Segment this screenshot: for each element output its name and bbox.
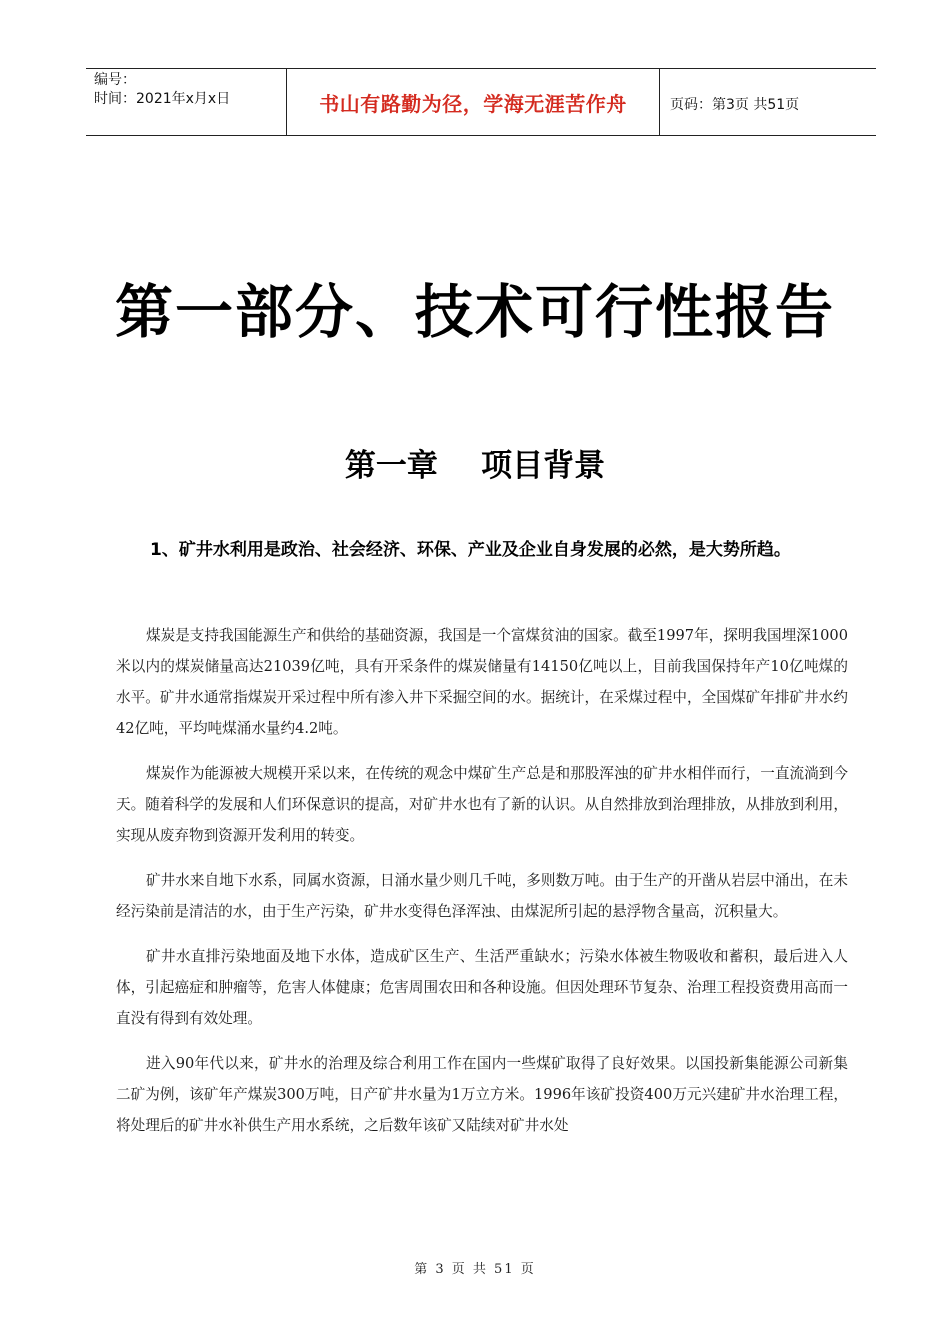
number-label: 编号：	[94, 72, 136, 88]
section-heading: 1、矿井水利用是政治、社会经济、环保、产业及企业自身发展的必然，是大势所趋。	[150, 540, 791, 560]
header-motto: 书山有路勤为径，学海无涯苦作舟	[287, 69, 660, 135]
page-header	[86, 68, 876, 136]
paragraph: 煤炭作为能源被大规模开采以来，在传统的观念中煤矿生产总是和那股浑浊的矿井水相伴而行，一直流淌到今天。随着科学的发展和人们环保意识的提高，对矿井水也有了新的认识。从自然排放到治理排放，从排放到利用，实现从废弃物到资源开发利用的转变。	[116, 765, 848, 844]
paragraph: 矿井水直排污染地面及地下水体，造成矿区生产、生活严重缺水；污染水体被生物吸收和蓄积，最后进入人体，引起癌症和肿瘤等，危害人体健康；危害周围农田和各种设施。但因处理环节复杂、治理工程投资费用高而一直没有得到有效处理。	[116, 948, 848, 1027]
chapter-title: 第一章 项目背景	[344, 448, 606, 484]
part-title: 第一部分、技术可行性报告	[114, 278, 835, 346]
document-body	[116, 620, 848, 1155]
paragraph: 煤炭是支持我国能源生产和供给的基础资源，我国是一个富煤贫油的国家。截至1997年，探明我国埋深1000米以内的煤炭储量高达21039亿吨，具有开采条件的煤炭储量有14150亿吨以上，目前我国保持年产10亿吨煤的水平。矿井水通常指煤炭开采过程中所有渗入井下采掘空间的水。据统计，在采煤过程中，全国煤矿年排矿井水约42亿吨，平均吨煤涌水量约4.2吨。	[116, 627, 848, 737]
paragraph: 矿井水来自地下水系，同属水资源，日涌水量少则几千吨，多则数万吨。由于生产的开凿从岩层中涌出，在未经污染前是清洁的水，由于生产污染，矿井水变得色泽浑浊、由煤泥所引起的悬浮物含量高，沉积量大。	[116, 872, 848, 920]
page-footer: 第 3 页 共 51 页	[414, 1262, 536, 1277]
header-page-label: 页码：第3页 共51页	[670, 97, 800, 113]
paragraph: 进入90年代以来，矿井水的治理及综合利用工作在国内一些煤矿取得了良好效果。以国投新集能源公司新集二矿为例，该矿年产煤炭300万吨，日产矿井水量为1万立方米。1996年该矿投资400万元兴建矿井水治理工程，将处理后的矿井水补供生产用水系统，之后数年该矿又陆续对矿井水处	[116, 1055, 848, 1134]
header-meta	[86, 69, 287, 135]
time-label: 时间：2021年x月x日	[94, 91, 231, 107]
